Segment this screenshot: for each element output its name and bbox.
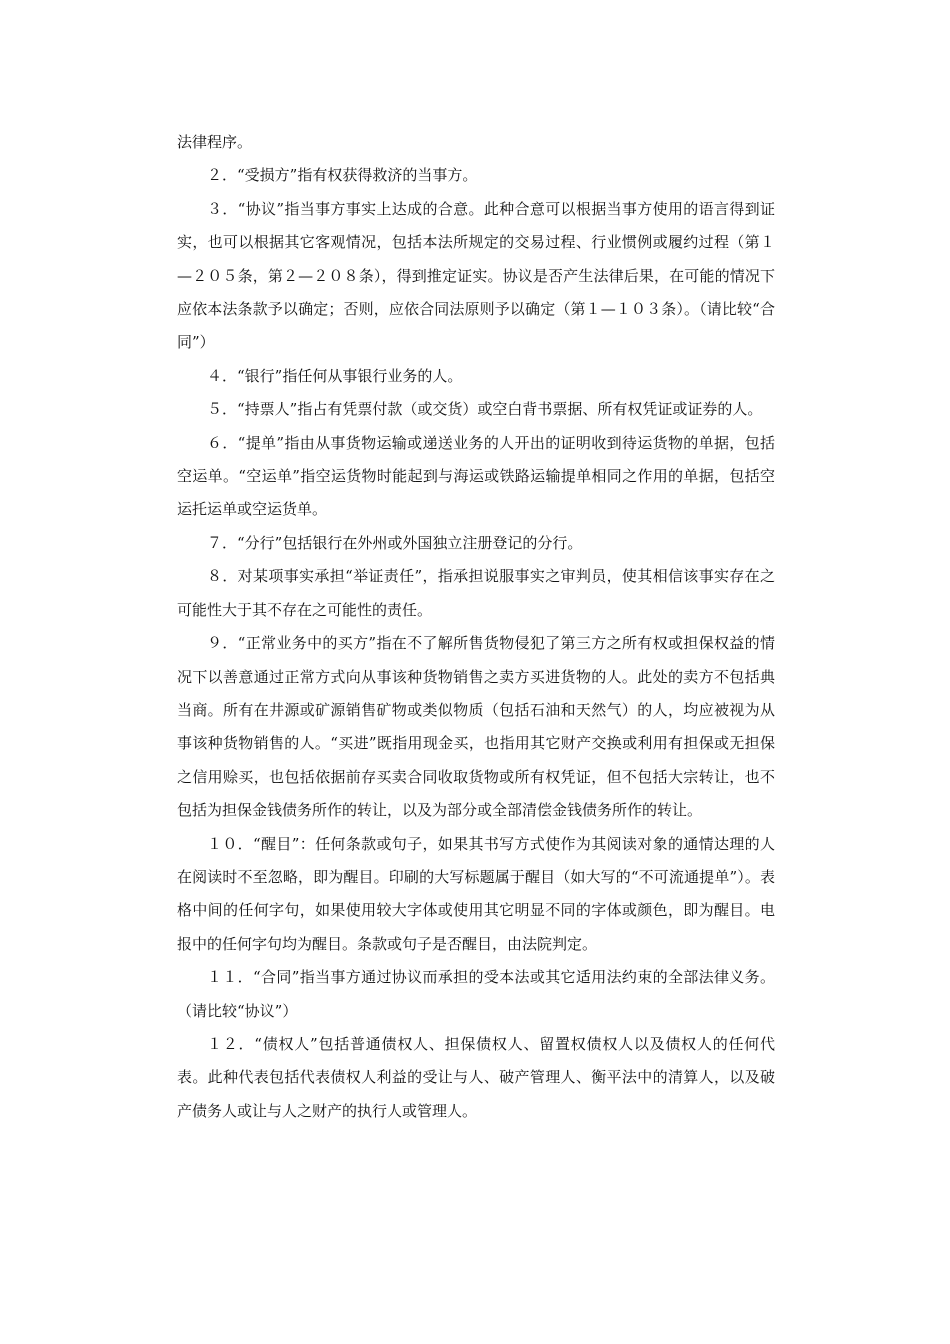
paragraph-definition-7: ７．“分行”包括银行在外州或外国独立注册登记的分行。 — [207, 533, 583, 552]
paragraph-definition-8: ８．对某项事实承担“举证责任”，指承担说服事实之审判员，使其相信该事实存在之可能性大于其不存在之可能性的责任。 — [177, 567, 775, 619]
paragraph-definition-4: ４．“银行”指任何从事银行业务的人。 — [207, 366, 463, 385]
paragraph-definition-11: １１．“合同”指当事方通过协议而承担的受本法或其它适用法约束的全部法律义务。（请比较“协议”） — [177, 968, 775, 1020]
paragraph-definition-9: ９．“正常业务中的买方”指在不了解所售货物侵犯了第三方之所有权或担保权益的情况下以善意通过正常方式向从事该种货物销售之卖方买进货物的人。此处的卖方不包括典当商。所有在井源或矿源销售矿物或类似物质（包括石油和天然气）的人，均应被视为从事该种货物销售的人。“买进”既指用现金买，也指用其它财产交换或利用有担保或无担保之信用赊买，也包括依据前存买卖合同收取货物或所有权凭证，但不包括大宗转让，也不包括为担保金钱债务所作的转让，以及为部分或全部清偿金钱债务所作的转让。 — [177, 634, 775, 820]
paragraph-definition-10: １０．“醒目”：任何条款或句子，如果其书写方式使作为其阅读对象的通情达理的人在阅读时不至忽略，即为醒目。印刷的大写标题属于醒目（如大写的“不可流通提单”）。表格中间的任何字句，如果使用较大字体或使用其它明显不同的字体或颜色，即为醒目。电报中的任何字句均为醒目。条款或句子是否醒目，由法院判定。 — [177, 834, 775, 953]
paragraph-definition-2: ２．“受损方”指有权获得救济的当事方。 — [207, 166, 478, 185]
paragraph-definition-3: ３．“协议”指当事方事实上达成的合意。此种合意可以根据当事方使用的语言得到证实，也可以根据其它客观情况，包括本法所规定的交易过程、行业惯例或履约过程（第１—２０５条，第２—２０８条），得到推定证实。协议是否产生法律后果，在可能的情况下应依本法条款予以确定；否则，应依合同法原则予以确定（第１—１０３条）。（请比较“合同”） — [177, 199, 775, 352]
paragraph-continuation: 法律程序。 — [177, 133, 253, 151]
document-body — [177, 126, 775, 1128]
paragraph-definition-6: ６．“提单”指由从事货物运输或递送业务的人开出的证明收到待运货物的单据，包括空运单。“空运单”指空运货物时能起到与海运或铁路运输提单相同之作用的单据，包括空运托运单或空运货单。 — [177, 433, 775, 519]
paragraph-definition-5: ５．“持票人”指占有凭票付款（或交货）或空白背书票据、所有权凭证或证券的人。 — [207, 400, 763, 419]
paragraph-definition-12: １２．“债权人”包括普通债权人、担保债权人、留置权债权人以及债权人的任何代表。此种代表包括代表债权人利益的受让与人、破产管理人、衡平法中的清算人，以及破产债务人或让与人之财产的执行人或管理人。 — [177, 1034, 775, 1120]
